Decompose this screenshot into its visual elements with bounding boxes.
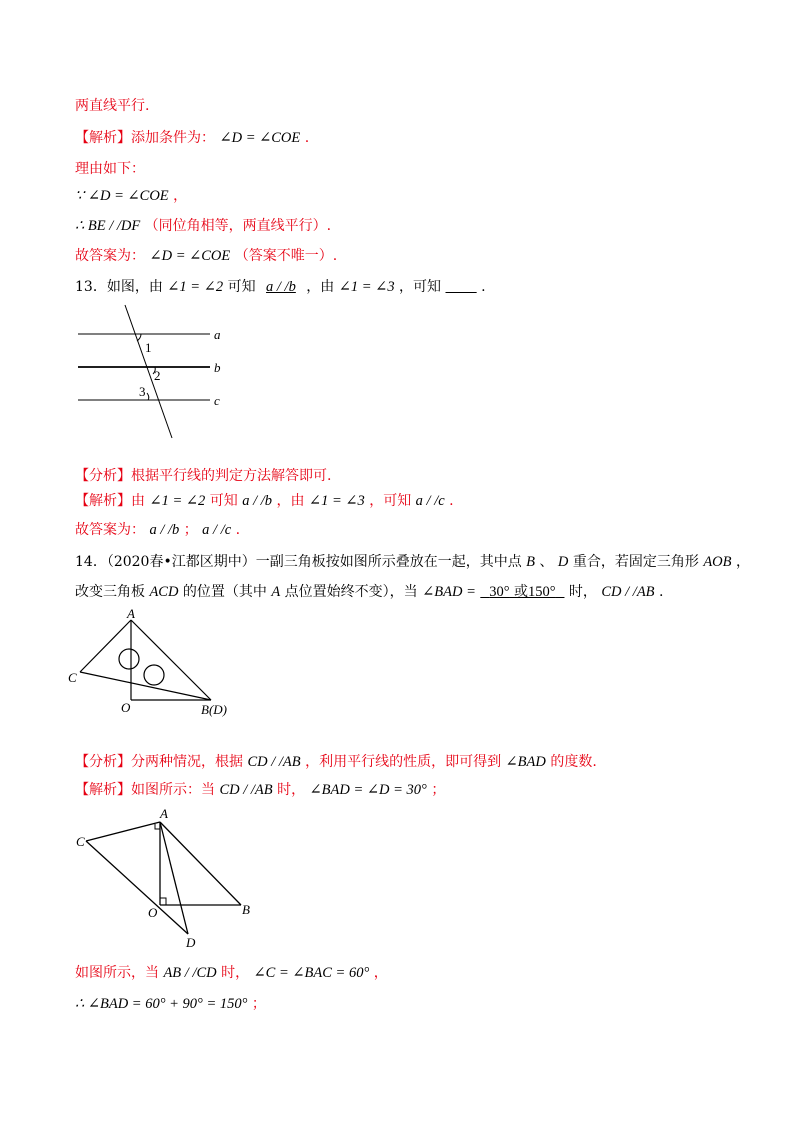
line-text: （同位角相等，两直线平行）. xyxy=(144,218,332,234)
label-point-a: A xyxy=(160,806,168,821)
line-text: 故答案为： xyxy=(75,248,145,264)
label-angle-2: 2 xyxy=(154,368,161,383)
math-point: AOB xyxy=(703,554,732,570)
math-point: ACD xyxy=(149,584,179,600)
math-expression: a / /b xyxy=(242,493,273,509)
math-point: A xyxy=(271,584,281,600)
label-point-o: O xyxy=(121,700,131,715)
line-text: . xyxy=(304,130,310,146)
line-text: 改变三角板 xyxy=(75,584,145,600)
math-expression: CD / /AB xyxy=(219,782,273,798)
label-point-bd: B(D) xyxy=(201,702,227,717)
text-line xyxy=(75,963,388,983)
line-text: 可知 xyxy=(209,493,238,509)
math-point: D xyxy=(557,554,569,570)
line-text: ， xyxy=(373,965,388,981)
segment-ab xyxy=(160,822,241,905)
line-text: 的位置（其中 xyxy=(182,584,267,600)
line-text: 、 xyxy=(539,554,554,570)
math-point: B xyxy=(526,554,536,570)
math-expression: ∵ ∠D = ∠COE xyxy=(75,188,169,204)
math-expression: ∠D = ∠COE xyxy=(149,248,231,264)
line-text: 【分析】分两种情况，根据 xyxy=(75,754,243,770)
math-expression: ∠1 = ∠3 xyxy=(308,493,365,509)
label-c: c xyxy=(214,393,220,408)
answer-blank: a / /b xyxy=(266,279,296,295)
line-text: （答案不唯一）. xyxy=(234,248,338,264)
line-text: 如图所示，当 xyxy=(75,965,159,981)
line-text: ； xyxy=(183,522,198,538)
math-expression: ∠1 = ∠2 xyxy=(167,279,224,295)
line-text: 13．如图，由 xyxy=(75,279,163,295)
line-text: 两直线平行. xyxy=(75,98,150,114)
line-text: 时， xyxy=(277,782,306,798)
math-expression: ∠1 = ∠2 xyxy=(149,493,206,509)
math-expression: CD / /AB xyxy=(601,584,655,600)
line-text: . xyxy=(449,493,454,509)
label-point-d: D xyxy=(186,935,196,950)
line-text: 14．（2020春•江都区期中）一副三角板按如图所示叠放在一起，其中点 xyxy=(75,554,522,570)
math-expression: ∴ ∠BAD = 60° + 90° = 150° xyxy=(75,996,248,1012)
line-text: ， xyxy=(735,554,750,570)
line-text: 【解析】添加条件为： xyxy=(75,130,215,146)
math-expression: ∠BAD xyxy=(505,754,546,770)
line-text: ，利用平行线的性质，即可得到 xyxy=(305,754,502,770)
math-expression: a / /c xyxy=(202,522,232,538)
math-expression: a / /c xyxy=(415,493,445,509)
line-text: 可知 xyxy=(227,279,256,295)
answer-or: 或 xyxy=(514,584,528,600)
line-text: 点位置始终不变），当 xyxy=(284,584,418,600)
line-text: ，可知 xyxy=(369,493,412,509)
label-a: a xyxy=(214,327,221,342)
label-point-c: C xyxy=(76,834,85,849)
line-text: . xyxy=(235,522,241,538)
label-angle-1: 1 xyxy=(145,340,152,355)
line-text: ； xyxy=(431,782,446,798)
line-text: 时， xyxy=(221,965,250,981)
math-expression: ∠D = ∠COE xyxy=(219,130,301,146)
line-text: 理由如下： xyxy=(75,161,145,177)
line-text: 重合，若固定三角形 xyxy=(572,554,699,570)
line-text: ，可知 xyxy=(399,279,442,295)
label-point-o: O xyxy=(148,905,158,920)
line-text: . xyxy=(481,279,486,295)
math-expression: AB / /CD xyxy=(163,965,217,981)
line-text: 故答案为： xyxy=(75,522,145,538)
right-angle-mark-a xyxy=(155,824,160,829)
right-angle-mark-o xyxy=(160,898,166,905)
line-text: 【分析】根据平行线的判定方法解答即可. xyxy=(75,468,332,484)
line-text: ，由 xyxy=(276,493,305,509)
math-expression: a / /b xyxy=(149,522,180,538)
math-expression: ∠BAD = ∠D = 30° xyxy=(309,782,427,798)
label-b: b xyxy=(214,360,221,375)
segment-cd xyxy=(86,841,188,934)
math-expression: ∴ BE / /DF xyxy=(75,218,141,234)
label-point-b: B xyxy=(242,902,250,917)
math-expression: ∠C = ∠BAC = 60° xyxy=(253,965,370,981)
answer-value: 30° xyxy=(489,584,510,600)
line-text: ，由 xyxy=(306,279,335,295)
label-angle-3: 3 xyxy=(139,384,146,399)
text-line xyxy=(75,994,266,1014)
math-expression: CD / /AB xyxy=(247,754,301,770)
math-expression: ∠1 = ∠3 xyxy=(338,279,395,295)
label-point-c: C xyxy=(68,670,77,685)
line-text: 【解析】由 xyxy=(75,493,145,509)
label-point-a: A xyxy=(127,606,135,621)
line-text: 【解析】如图所示：当 xyxy=(75,782,215,798)
line-text: ， xyxy=(173,188,188,204)
line-text: 时， xyxy=(568,584,597,600)
segment-ad xyxy=(160,822,188,934)
math-expression: ∠BAD = xyxy=(422,584,476,600)
line-text: ； xyxy=(251,996,266,1012)
line-text: 的度数. xyxy=(550,754,597,770)
line-text: . xyxy=(659,584,664,600)
answer-value: 150° xyxy=(528,584,556,600)
segment-ac xyxy=(86,822,160,841)
